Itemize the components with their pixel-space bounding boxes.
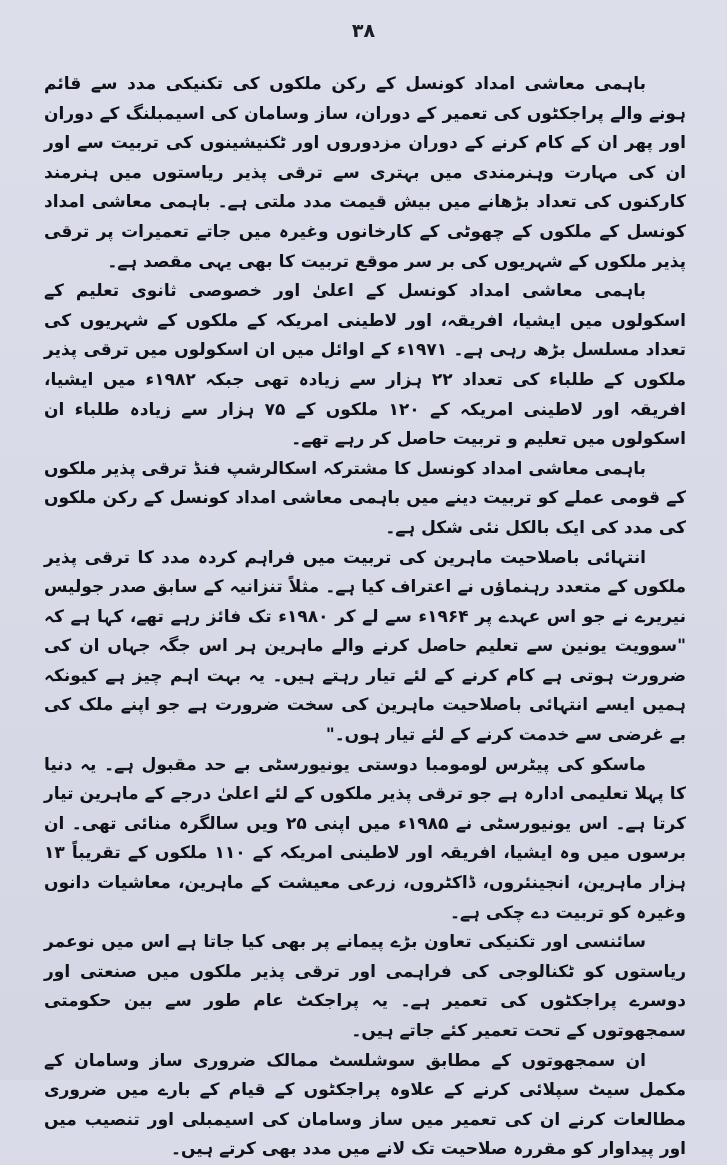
paragraph-4: انتہائی باصلاحیت ماہرین کی تربیت میں فراہم کردہ مدد کا ترقی پذیر ملکوں کے متعدد رہنماؤں نے اعتراف کیا ہے۔ مثلاً تنزانیہ کے سابق صدر جولیس نیریرے نے جو اس عہدے پر ۱۹۶۴ء سے لے کر ۱۹۸۰ء تک فائز رہے تھے، کہا ہے کہ "سوویت یونین سے تعلیم حاصل کرنے والے ماہرین ہر اس جگہ جہاں ان کی ضرورت ہوتی ہے کام کرنے کے لئے تیار رہتے ہیں۔ یہ بہت اہم چیز ہے کیونکہ ہمیں ایسے انتہائی باصلاحیت ماہرین کی سخت ضرورت ہے جو اپنے ملک کی بے غرضی سے خدمت کرنے کے لئے تیار ہوں۔" (44, 547, 686, 746)
body-text (44, 70, 686, 1165)
paragraph-1: باہمی معاشی امداد کونسل کے رکن ملکوں کی تکنیکی مدد سے قائم ہونے والے پراجکٹوں کی تعمیر کے دوران، ساز وسامان کی اسیمبلنگ کے دوران اور پھر ان کے کام کرنے کے دوران مزدوروں اور ٹکنیشینوں کی تربیت سے اور ان کی مہارت وہنرمندی میں بہتری سے ترقی پذیر ریاستوں میں ہنرمند کارکنوں کی تعداد بڑھانے میں بیش قیمت مدد ملتی ہے۔ باہمی معاشی امداد کونسل کے ملکوں کے چھوٹی کے کارخانوں وغیرہ میں جاتے تعمیرات پر ترقی پذیر ملکوں کے شہریوں کی بر سر موقع تربیت کا بھی یہی مقصد ہے۔ (44, 74, 686, 272)
paragraph-6: سائنسی اور تکنیکی تعاون بڑے پیمانے پر بھی کیا جاتا ہے اس میں نوعمر ریاستوں کو ٹکنالوجی کی فراہمی اور ترقی پذیر ملکوں میں صنعتی اور دوسرے پراجکٹوں کی تعمیر ہے۔ یہ پراجکٹ عام طور سے بین حکومتی سمجھوتوں کے تحت تعمیر کئے جاتے ہیں۔ (44, 932, 686, 1041)
paragraph-2: باہمی معاشی امداد کونسل کے اعلیٰ اور خصوصی ثانوی تعلیم کے اسکولوں میں ایشیا، افریقہ، اور لاطینی امریکہ کے ملکوں کے شہریوں کی تعداد مسلسل بڑھ رہی ہے۔ ۱۹۷۱ء کے اوائل میں ان اسکولوں میں ترقی پذیر ملکوں کے طلباء کی تعداد ۲۲ ہزار سے زیادہ تھی جبکہ ۱۹۸۲ء میں ایشیا، افریقہ اور لاطینی امریکہ کے ۱۲۰ ملکوں کے ۷۵ ہزار سے زیادہ طلباء ان اسکولوں میں تعلیم و تربیت حاصل کر رہے تھے۔ (44, 281, 687, 450)
paragraph-7: ان سمجھوتوں کے مطابق سوشلسٹ ممالک ضروری ساز وسامان کے مکمل سیٹ سپلائی کرنے کے علاوہ پراجکٹوں کے قیام کے بارے میں ضروری مطالعات کرنے ان کی تعمیر میں ساز وسامان کی اسیمبلی اور تنصیب میں اور پیداوار کو مقررہ صلاحیت تک لانے میں مدد بھی کرتے ہیں۔ (44, 1050, 686, 1160)
paragraph-3: باہمی معاشی امداد کونسل کا مشترکہ اسکالرشپ فنڈ ترقی پذیر ملکوں کے قومی عملے کو تربیت دینے میں باہمی معاشی امداد کونسل کے رکن ملکوں کی مدد کی ایک بالکل نئی شکل ہے۔ (44, 458, 686, 538)
page-number: ۳۸ (351, 20, 376, 42)
paragraph-5: ماسکو کی پیٹرس لومومبا دوستی یونیورسٹی بے حد مقبول ہے۔ یہ دنیا کا پہلا تعلیمی ادارہ ہے جو ترقی پذیر ملکوں کے لئے اعلیٰ درجے کے ماہرین تیار کرتا ہے۔ اس یونیورسٹی نے ۱۹۸۵ء میں اپنی ۲۵ ویں سالگرہ منائی تھی۔ ان برسوں میں وہ ایشیا، افریقہ اور لاطینی امریکہ کے ۱۱۰ ملکوں کے تقریباً ۱۳ ہزار ماہرین، انجینئروں، ڈاکٹروں، زرعی معیشت کے ماہرین، معاشیات دانوں وغیرہ کو تربیت دے چکی ہے۔ (44, 754, 687, 923)
